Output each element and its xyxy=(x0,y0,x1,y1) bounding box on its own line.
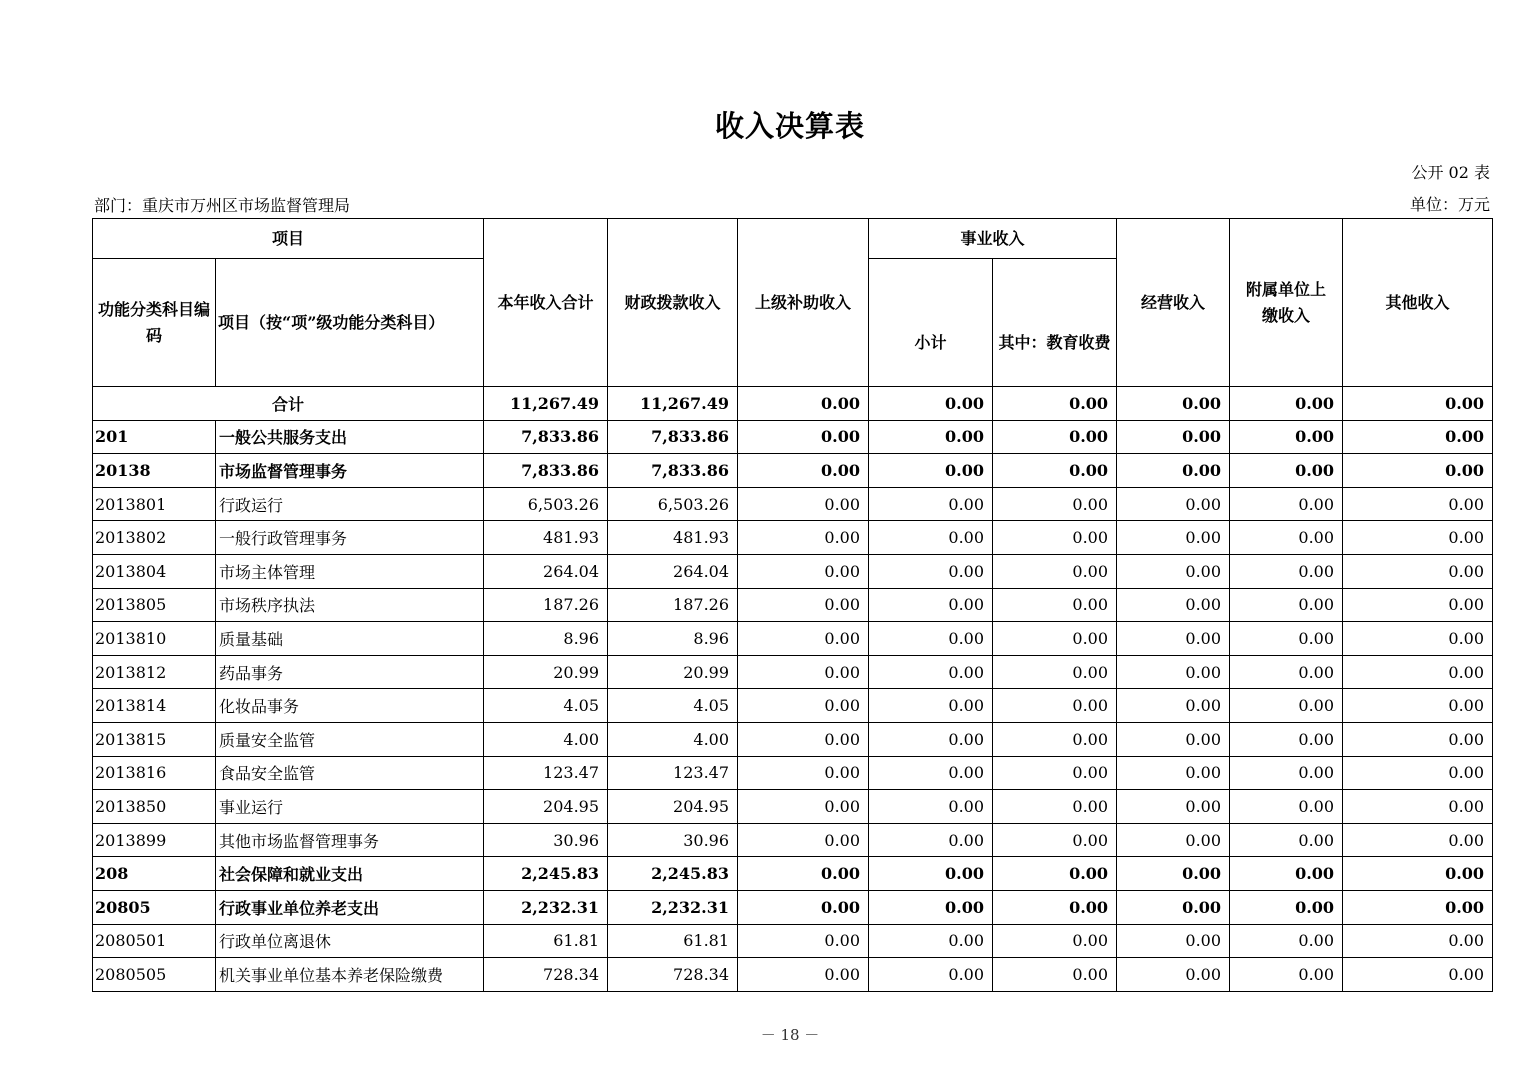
row-value: 0.00 xyxy=(738,622,869,656)
header-project: 项目 xyxy=(93,219,484,259)
row-code: 2013801 xyxy=(93,487,216,521)
row-value: 0.00 xyxy=(993,790,1117,824)
row-value: 481.93 xyxy=(608,521,738,555)
row-value: 6,503.26 xyxy=(608,487,738,521)
row-value: 0.00 xyxy=(738,655,869,689)
row-value: 0.00 xyxy=(993,588,1117,622)
row-value: 0.00 xyxy=(1343,790,1493,824)
row-value: 0.00 xyxy=(738,689,869,723)
row-value: 0.00 xyxy=(993,655,1117,689)
row-value: 0.00 xyxy=(1343,487,1493,521)
header-fiscal: 财政拨款收入 xyxy=(608,219,738,387)
row-value: 0.00 xyxy=(1230,756,1343,790)
row-value: 6,503.26 xyxy=(484,487,608,521)
row-value: 0.00 xyxy=(1117,756,1230,790)
income-table xyxy=(92,218,1493,992)
row-name: 市场监督管理事务 xyxy=(216,454,484,488)
row-value: 0.00 xyxy=(1117,958,1230,992)
row-code: 20805 xyxy=(93,890,216,924)
table-row xyxy=(93,454,1493,488)
row-code: 2013815 xyxy=(93,722,216,756)
row-value: 264.04 xyxy=(608,554,738,588)
row-value: 0.00 xyxy=(1117,790,1230,824)
row-value: 264.04 xyxy=(484,554,608,588)
table-row xyxy=(93,890,1493,924)
row-value: 0.00 xyxy=(1230,521,1343,555)
row-value: 0.00 xyxy=(738,454,869,488)
row-code: 2013804 xyxy=(93,554,216,588)
row-value: 187.26 xyxy=(484,588,608,622)
header-project-name: 项目（按“项”级功能分类科目） xyxy=(216,259,484,387)
row-value: 30.96 xyxy=(484,823,608,857)
row-value: 0.00 xyxy=(869,790,993,824)
row-value: 0.00 xyxy=(1343,857,1493,891)
header-business-income: 事业收入 xyxy=(869,219,1117,259)
row-value: 0.00 xyxy=(869,554,993,588)
row-value: 0.00 xyxy=(738,924,869,958)
row-value: 0.00 xyxy=(1230,689,1343,723)
row-value: 0.00 xyxy=(738,857,869,891)
row-value: 123.47 xyxy=(608,756,738,790)
row-value: 0.00 xyxy=(869,588,993,622)
total-cell: 11,267.49 xyxy=(484,387,608,421)
row-value: 0.00 xyxy=(1117,588,1230,622)
total-cell: 0.00 xyxy=(869,387,993,421)
table-row xyxy=(93,554,1493,588)
row-value: 0.00 xyxy=(1343,958,1493,992)
row-value: 0.00 xyxy=(1230,622,1343,656)
row-value: 0.00 xyxy=(869,823,993,857)
row-value: 728.34 xyxy=(484,958,608,992)
table-row xyxy=(93,420,1493,454)
row-value: 0.00 xyxy=(869,689,993,723)
row-value: 0.00 xyxy=(738,588,869,622)
row-value: 0.00 xyxy=(869,756,993,790)
row-value: 0.00 xyxy=(1343,890,1493,924)
row-value: 0.00 xyxy=(1117,722,1230,756)
row-value: 481.93 xyxy=(484,521,608,555)
row-value: 0.00 xyxy=(1230,823,1343,857)
row-value: 0.00 xyxy=(1117,554,1230,588)
row-value: 0.00 xyxy=(1117,890,1230,924)
row-name: 事业运行 xyxy=(216,790,484,824)
row-value: 0.00 xyxy=(1117,420,1230,454)
row-value: 61.81 xyxy=(608,924,738,958)
row-value: 8.96 xyxy=(608,622,738,656)
row-value: 0.00 xyxy=(993,958,1117,992)
row-value: 0.00 xyxy=(1343,554,1493,588)
table-row xyxy=(93,588,1493,622)
total-cell: 0.00 xyxy=(1343,387,1493,421)
row-name: 一般行政管理事务 xyxy=(216,521,484,555)
row-value: 2,245.83 xyxy=(608,857,738,891)
row-value: 204.95 xyxy=(484,790,608,824)
row-value: 0.00 xyxy=(993,420,1117,454)
row-value: 7,833.86 xyxy=(608,420,738,454)
total-cell: 11,267.49 xyxy=(608,387,738,421)
row-value: 0.00 xyxy=(869,722,993,756)
row-value: 0.00 xyxy=(1230,790,1343,824)
row-value: 2,232.31 xyxy=(608,890,738,924)
row-value: 0.00 xyxy=(1343,924,1493,958)
row-code: 2013850 xyxy=(93,790,216,824)
row-name: 市场秩序执法 xyxy=(216,588,484,622)
row-name: 化妆品事务 xyxy=(216,689,484,723)
row-value: 7,833.86 xyxy=(608,454,738,488)
row-value: 187.26 xyxy=(608,588,738,622)
row-value: 0.00 xyxy=(1117,655,1230,689)
row-value: 0.00 xyxy=(869,622,993,656)
row-value: 0.00 xyxy=(869,454,993,488)
row-value: 0.00 xyxy=(1230,487,1343,521)
row-value: 0.00 xyxy=(738,554,869,588)
total-cell: 0.00 xyxy=(1117,387,1230,421)
table-row xyxy=(93,487,1493,521)
row-value: 0.00 xyxy=(993,857,1117,891)
row-value: 0.00 xyxy=(1117,622,1230,656)
row-value: 4.00 xyxy=(484,722,608,756)
total-cell: 0.00 xyxy=(1230,387,1343,421)
table-row xyxy=(93,924,1493,958)
row-value: 0.00 xyxy=(1343,756,1493,790)
row-value: 20.99 xyxy=(484,655,608,689)
row-value: 0.00 xyxy=(738,823,869,857)
row-value: 0.00 xyxy=(1230,454,1343,488)
row-name: 社会保障和就业支出 xyxy=(216,857,484,891)
total-row xyxy=(93,387,1493,421)
row-code: 2013816 xyxy=(93,756,216,790)
form-number: 公开 02 表 xyxy=(1411,163,1490,182)
row-value: 0.00 xyxy=(993,454,1117,488)
row-value: 0.00 xyxy=(993,890,1117,924)
row-value: 0.00 xyxy=(1343,454,1493,488)
table-row xyxy=(93,756,1493,790)
row-name: 其他市场监督管理事务 xyxy=(216,823,484,857)
row-value: 0.00 xyxy=(993,521,1117,555)
row-value: 0.00 xyxy=(1230,655,1343,689)
row-value: 0.00 xyxy=(869,924,993,958)
page-number: － 18 － xyxy=(760,1026,820,1044)
row-value: 0.00 xyxy=(1117,454,1230,488)
row-value: 61.81 xyxy=(484,924,608,958)
row-code: 2080501 xyxy=(93,924,216,958)
row-value: 0.00 xyxy=(738,958,869,992)
row-value: 0.00 xyxy=(1343,588,1493,622)
row-value: 8.96 xyxy=(484,622,608,656)
row-value: 0.00 xyxy=(1343,420,1493,454)
row-value: 0.00 xyxy=(1230,890,1343,924)
row-value: 0.00 xyxy=(1230,722,1343,756)
row-value: 0.00 xyxy=(993,823,1117,857)
row-value: 204.95 xyxy=(608,790,738,824)
table-row xyxy=(93,655,1493,689)
header-other: 其他收入 xyxy=(1343,219,1493,387)
unit-label: 单位：万元 xyxy=(1409,195,1490,214)
row-value: 0.00 xyxy=(1117,521,1230,555)
row-value: 0.00 xyxy=(1117,689,1230,723)
row-value: 0.00 xyxy=(869,958,993,992)
row-value: 0.00 xyxy=(993,554,1117,588)
row-value: 7,833.86 xyxy=(484,454,608,488)
row-name: 机关事业单位基本养老保险缴费 xyxy=(216,958,484,992)
header-education-fees: 其中：教育收费 xyxy=(993,259,1117,387)
row-value: 0.00 xyxy=(869,420,993,454)
row-value: 728.34 xyxy=(608,958,738,992)
row-value: 4.05 xyxy=(484,689,608,723)
row-code: 2013805 xyxy=(93,588,216,622)
row-value: 7,833.86 xyxy=(484,420,608,454)
row-value: 0.00 xyxy=(993,487,1117,521)
row-code: 2013812 xyxy=(93,655,216,689)
row-value: 0.00 xyxy=(1343,823,1493,857)
table-row xyxy=(93,823,1493,857)
header-total-income: 本年收入合计 xyxy=(484,219,608,387)
row-name: 药品事务 xyxy=(216,655,484,689)
row-value: 0.00 xyxy=(1230,588,1343,622)
row-value: 0.00 xyxy=(738,722,869,756)
row-code: 2013810 xyxy=(93,622,216,656)
page-title: 收入决算表 xyxy=(714,109,865,143)
row-value: 0.00 xyxy=(738,890,869,924)
row-value: 0.00 xyxy=(993,689,1117,723)
row-value: 0.00 xyxy=(1343,722,1493,756)
row-code: 2013899 xyxy=(93,823,216,857)
row-name: 质量安全监管 xyxy=(216,722,484,756)
row-value: 0.00 xyxy=(738,521,869,555)
row-value: 0.00 xyxy=(993,622,1117,656)
row-code: 2080505 xyxy=(93,958,216,992)
row-code: 201 xyxy=(93,420,216,454)
row-value: 0.00 xyxy=(1117,857,1230,891)
row-name: 行政运行 xyxy=(216,487,484,521)
row-value: 0.00 xyxy=(1230,420,1343,454)
table-row xyxy=(93,689,1493,723)
row-value: 0.00 xyxy=(1343,655,1493,689)
table-row xyxy=(93,790,1493,824)
row-name: 质量基础 xyxy=(216,622,484,656)
row-value: 0.00 xyxy=(738,790,869,824)
row-value: 0.00 xyxy=(869,521,993,555)
total-label: 合计 xyxy=(93,387,484,421)
row-name: 行政单位离退休 xyxy=(216,924,484,958)
row-value: 0.00 xyxy=(1117,924,1230,958)
row-value: 0.00 xyxy=(1230,554,1343,588)
row-value: 20.99 xyxy=(608,655,738,689)
row-value: 0.00 xyxy=(1343,521,1493,555)
row-code: 20138 xyxy=(93,454,216,488)
row-value: 0.00 xyxy=(1343,622,1493,656)
row-value: 0.00 xyxy=(1117,487,1230,521)
total-cell: 0.00 xyxy=(993,387,1117,421)
department-label: 部门：重庆市万州区市场监督管理局 xyxy=(94,196,351,215)
row-value: 0.00 xyxy=(869,857,993,891)
header-operating: 经营收入 xyxy=(1117,219,1230,387)
row-value: 0.00 xyxy=(738,487,869,521)
row-value: 0.00 xyxy=(1230,924,1343,958)
table-row xyxy=(93,857,1493,891)
row-value: 4.00 xyxy=(608,722,738,756)
row-value: 123.47 xyxy=(484,756,608,790)
row-value: 4.05 xyxy=(608,689,738,723)
row-code: 2013814 xyxy=(93,689,216,723)
row-value: 0.00 xyxy=(993,924,1117,958)
row-value: 0.00 xyxy=(1230,857,1343,891)
row-value: 2,232.31 xyxy=(484,890,608,924)
header-subtotal: 小计 xyxy=(869,259,993,387)
row-value: 0.00 xyxy=(869,487,993,521)
header-superior-subsidy: 上级补助收入 xyxy=(738,219,869,387)
row-name: 一般公共服务支出 xyxy=(216,420,484,454)
row-value: 0.00 xyxy=(1230,958,1343,992)
row-value: 0.00 xyxy=(738,756,869,790)
row-value: 0.00 xyxy=(869,655,993,689)
row-value: 0.00 xyxy=(869,890,993,924)
row-name: 市场主体管理 xyxy=(216,554,484,588)
header-func-code: 功能分类科目编码 xyxy=(93,259,216,387)
row-name: 食品安全监管 xyxy=(216,756,484,790)
row-value: 0.00 xyxy=(738,420,869,454)
row-code: 2013802 xyxy=(93,521,216,555)
total-cell: 0.00 xyxy=(738,387,869,421)
row-code: 208 xyxy=(93,857,216,891)
table-row xyxy=(93,722,1493,756)
row-value: 0.00 xyxy=(1343,689,1493,723)
header-affiliated: 附属单位上缴收入 xyxy=(1230,219,1343,387)
table-row xyxy=(93,622,1493,656)
row-value: 2,245.83 xyxy=(484,857,608,891)
table-row xyxy=(93,521,1493,555)
row-value: 30.96 xyxy=(608,823,738,857)
row-name: 行政事业单位养老支出 xyxy=(216,890,484,924)
row-value: 0.00 xyxy=(993,756,1117,790)
table-row xyxy=(93,958,1493,992)
row-value: 0.00 xyxy=(993,722,1117,756)
row-value: 0.00 xyxy=(1117,823,1230,857)
